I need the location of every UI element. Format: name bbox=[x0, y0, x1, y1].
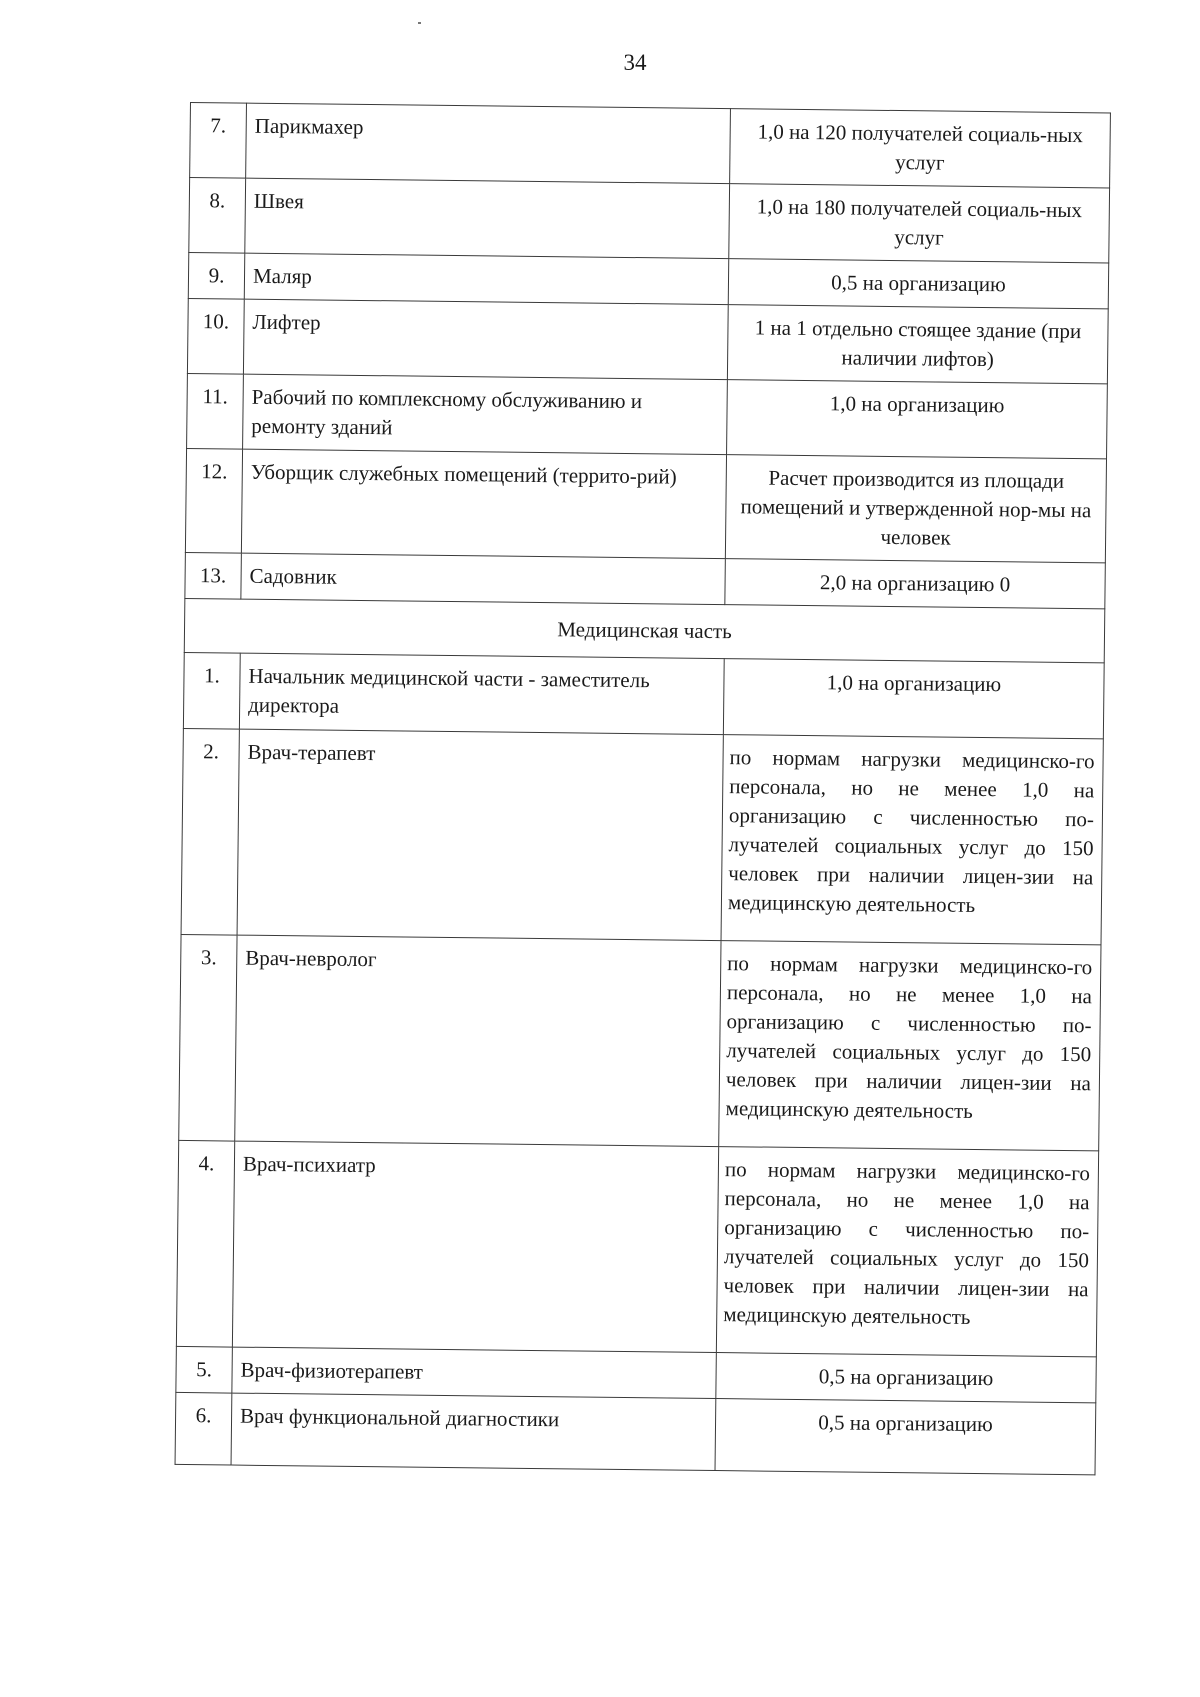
position-name: Врач-психиатр bbox=[232, 1141, 718, 1352]
row-number: 12. bbox=[185, 448, 242, 553]
page-number: 34 bbox=[623, 50, 647, 75]
row-number: 3. bbox=[179, 934, 237, 1141]
scan-speck bbox=[418, 22, 421, 24]
staffing-norm: 0,5 на организацию bbox=[728, 259, 1108, 309]
table-row bbox=[187, 373, 1108, 458]
staffing-norm: 1,0 на организацию bbox=[727, 380, 1108, 459]
position-name: Парикмахер bbox=[246, 103, 731, 183]
table-row bbox=[183, 652, 1104, 738]
table-row bbox=[176, 1140, 1098, 1356]
table-row bbox=[179, 934, 1101, 1150]
row-number: 8. bbox=[189, 178, 246, 254]
staffing-norm: 1 на 1 отдельно стоящее здание (при наличии лифтов) bbox=[727, 305, 1108, 384]
row-number: 11. bbox=[187, 373, 244, 449]
table-row bbox=[187, 298, 1108, 383]
section-title: Медицинская часть bbox=[184, 598, 1105, 662]
position-name: Лифтер bbox=[243, 299, 728, 379]
position-name: Маляр bbox=[244, 253, 728, 304]
staffing-norm: по нормам нагрузки медицинско-го персонала, но не менее 1,0 на организацию с численностью по-лучателей социальных услуг до 150 человек при наличии лицен-зии на медицинскую деятельность bbox=[716, 1147, 1098, 1357]
position-name: Врач-терапевт bbox=[237, 729, 723, 940]
staffing-table bbox=[175, 102, 1111, 1475]
table-row bbox=[190, 103, 1111, 188]
position-name: Начальник медицинской части - заместитель директора bbox=[239, 653, 724, 734]
staffing-norm: 1,0 на 120 получателей социаль-ных услуг bbox=[730, 109, 1111, 188]
row-number: 13. bbox=[185, 552, 242, 599]
staffing-norm: 2,0 на организацию 0 bbox=[725, 559, 1105, 609]
position-name: Садовник bbox=[241, 553, 725, 604]
table-row bbox=[185, 448, 1106, 562]
staffing-norm: 0,5 на организацию bbox=[716, 1353, 1096, 1403]
staffing-norm: по нормам нагрузки медицинско-го персонала, но не менее 1,0 на организацию с численностью по-лучателей социальных услуг до 150 человек при наличии лицен-зии на медицинскую деятельность bbox=[721, 735, 1103, 945]
staffing-norm: 1,0 на организацию bbox=[723, 659, 1104, 739]
staffing-norm: по нормам нагрузки медицинско-го персонала, но не менее 1,0 на организацию с численностью по-лучателей социальных услуг до 150 человек при наличии лицен-зии на медицинскую деятельность bbox=[719, 941, 1101, 1151]
row-number: 4. bbox=[176, 1140, 234, 1347]
row-number: 9. bbox=[188, 252, 245, 299]
table-row bbox=[175, 1392, 1096, 1474]
row-number: 2. bbox=[181, 728, 239, 935]
table-row bbox=[189, 178, 1110, 263]
position-name: Врач-невролог bbox=[235, 935, 721, 1146]
position-name: Врач-физиотерапевт bbox=[232, 1347, 716, 1398]
staffing-norm: 1,0 на 180 получателей социаль-ных услуг bbox=[729, 184, 1110, 263]
row-number: 1. bbox=[183, 652, 240, 729]
row-number: 10. bbox=[187, 298, 244, 374]
staffing-norm: 0,5 на организацию bbox=[715, 1399, 1096, 1475]
row-number: 7. bbox=[190, 103, 247, 179]
position-name: Уборщик служебных помещений (террито-рий) bbox=[241, 449, 726, 558]
staffing-norm: Расчет производится из площади помещений и утвержденной нор-мы на человек bbox=[725, 455, 1106, 563]
position-name: Врач функциональной диагностики bbox=[231, 1393, 716, 1470]
position-name: Швея bbox=[245, 178, 730, 258]
table-row bbox=[181, 728, 1103, 944]
row-number: 5. bbox=[176, 1346, 233, 1393]
position-name: Рабочий по комплексному обслуживанию и ремонту зданий bbox=[243, 374, 728, 454]
row-number: 6. bbox=[175, 1392, 232, 1465]
